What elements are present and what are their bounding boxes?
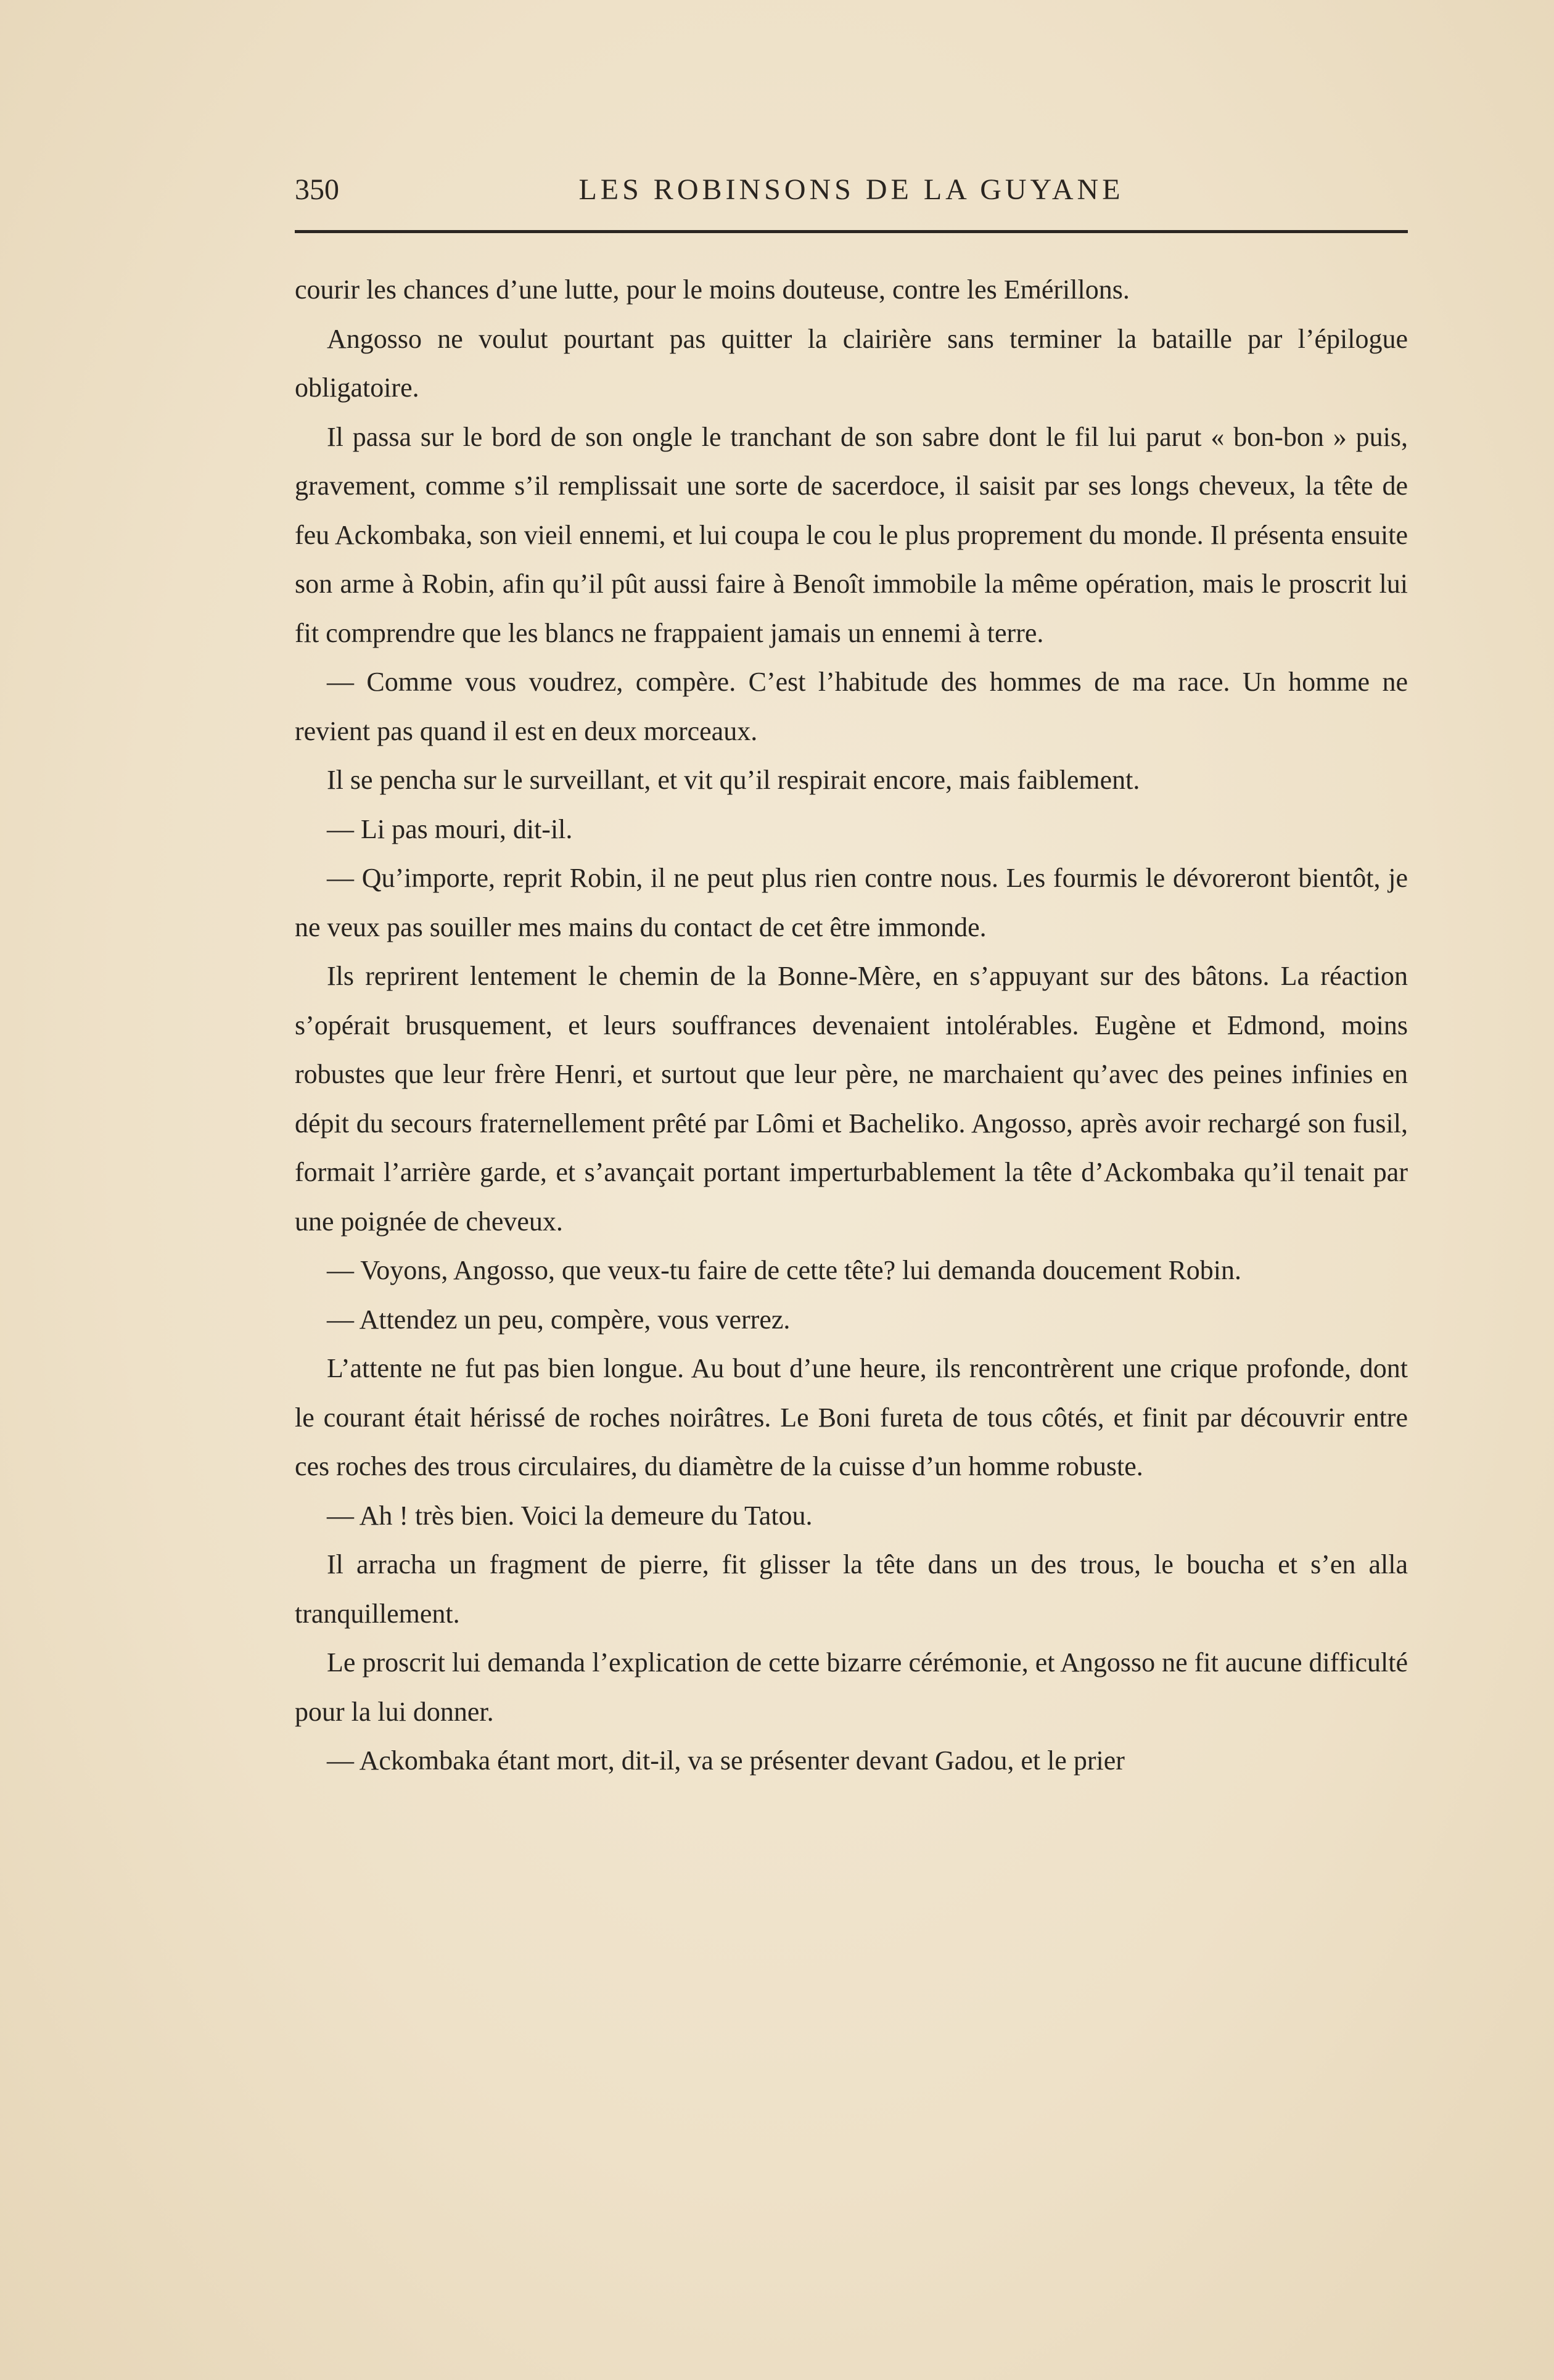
- paragraph: Angosso ne voulut pourtant pas quitter la clairière sans terminer la bataille par l’épilogue obligatoire.: [295, 323, 1408, 403]
- paragraph: — Attendez un peu, compère, vous verrez.: [327, 1304, 791, 1335]
- paragraph: — Ah ! très bien. Voici la demeure du Tatou.: [327, 1500, 813, 1531]
- paragraph: Il se pencha sur le surveillant, et vit qu’il respirait encore, mais faiblement.: [327, 765, 1140, 795]
- paragraph: Il passa sur le bord de son ongle le tranchant de son sabre dont le fil lui parut « bon-bon » puis, gravement, comme s’il remplissait une sorte de sacerdoce, il saisit par ses longs cheveux, la tête de feu Ackombaka, son vieil ennemi, et lui coupa le cou le plus proprement du monde. Il présenta ensuite son arme à Robin, afin qu’il pût aussi faire à Benoît immobile la même opération, mais le proscrit lui fit comprendre que les blancs ne frappaient jamais un ennemi à terre.: [295, 421, 1408, 648]
- paragraph: — Li pas mouri, dit-il.: [327, 813, 573, 844]
- paragraph: — Qu’importe, reprit Robin, il ne peut plus rien contre nous. Les fourmis le dévoreront bientôt, je ne veux pas souiller mes mains du contact de cet être immonde.: [295, 863, 1408, 942]
- body-text: [295, 265, 1408, 1785]
- paragraph: Le proscrit lui demanda l’explication de cette bizarre cérémonie, et Angosso ne fit aucune difficulté pour la lui donner.: [295, 1647, 1408, 1727]
- header-rule: [295, 230, 1408, 233]
- paragraph: Il arracha un fragment de pierre, fit glisser la tête dans un des trous, le boucha et s’en alla tranquillement.: [295, 1549, 1408, 1629]
- page-number: 350: [295, 173, 339, 206]
- paragraph: L’attente ne fut pas bien longue. Au bout d’une heure, ils rencontrèrent une crique profonde, dont le courant était hérissé de roches noirâtres. Le Boni fureta de tous côtés, et finit par découvrir entre ces roches des trous circulaires, du diamètre de la cuisse d’un homme robuste.: [295, 1353, 1408, 1481]
- paragraph: — Comme vous voudrez, compère. C’est l’habitude des hommes de ma race. Un homme ne revient pas quand il est en deux morceaux.: [295, 667, 1408, 746]
- paragraph: courir les chances d’une lutte, pour le moins douteuse, contre les Emérillons.: [295, 274, 1130, 305]
- paragraph: Ils reprirent lentement le chemin de la Bonne-Mère, en s’appuyant sur des bâtons. La réaction s’opérait brusquement, et leurs souffrances devenaient intolérables. Eugène et Edmond, moins robustes que leur frère Henri, et surtout que leur père, ne marchaient qu’avec des peines infinies en dépit du secours fraternellement prêté par Lômi et Bacheliko. Angosso, après avoir rechargé son fusil, formait l’arrière garde, et s’avançait portant imperturbablement la tête d’Ackombaka qu’il tenait par une poignée de cheveux.: [295, 961, 1408, 1237]
- page-header: [295, 165, 1408, 215]
- paragraph: — Ackombaka étant mort, dit-il, va se présenter devant Gadou, et le prier: [327, 1745, 1125, 1776]
- running-title: LES ROBINSONS DE LA GUYANE: [578, 173, 1124, 206]
- paragraph: — Voyons, Angosso, que veux-tu faire de cette tête? lui demanda doucement Robin.: [327, 1255, 1242, 1285]
